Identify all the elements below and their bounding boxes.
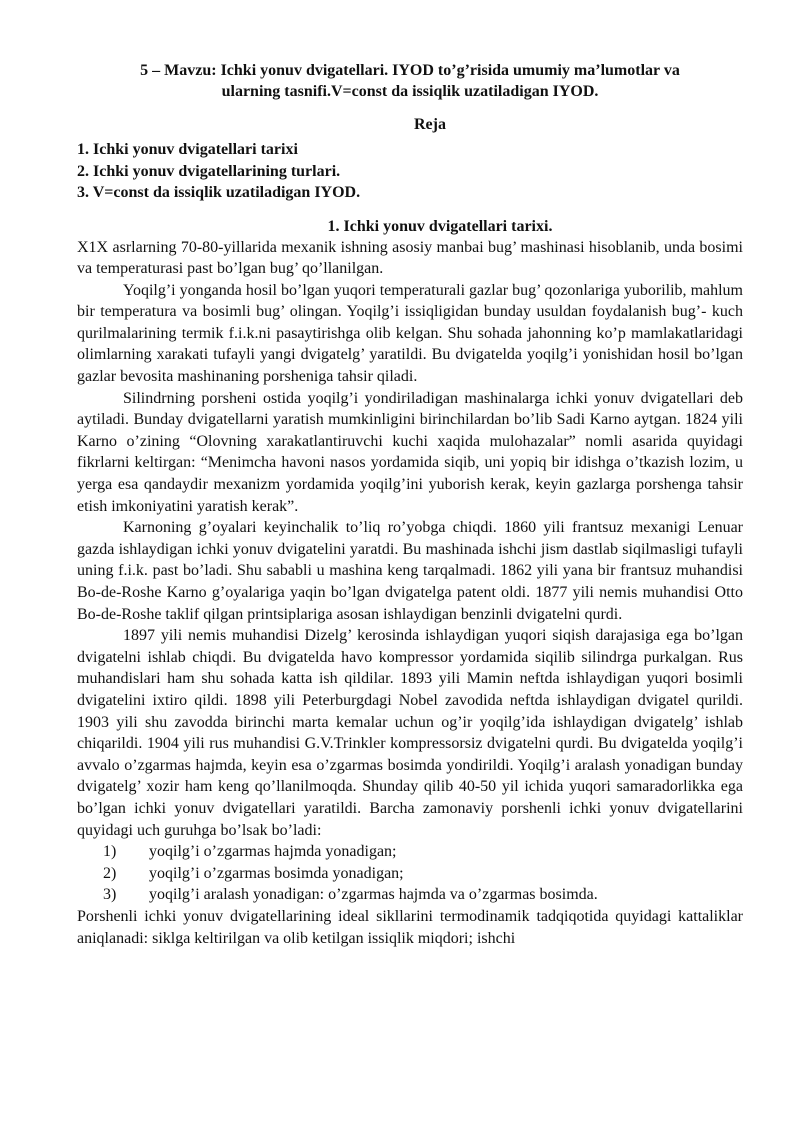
document-title bbox=[77, 60, 743, 102]
paragraph: Yoqilg’i yonganda hosil bo’lgan yuqori temperaturali gazlar bug’ qozonlariga yuborilib, mahlum bir temperatura va bosimli bug’ olingan. Yoqilg’i issiqligidan bunday usuldan foydalanish bug’- kuch qurilmalarining termik f.i.k.ni pasaytirishga olib kelgan. Shu sohada jahonning ko’p mamlakatlaridagi olimlarning xarakati tufayli yangi dvigatelg’ yaratildi. Bu dvigatelda yoqilg’i yonishidan hosil bo’lgan gazlar bevosita mashinaning porsheniga tahsir qiladi. bbox=[77, 281, 743, 386]
list-item bbox=[77, 841, 743, 863]
engine-groups-list bbox=[77, 841, 743, 906]
list-item-number: 3) bbox=[103, 886, 117, 904]
paragraph: Karnoning g’oyalari keyinchalik to’liq ro’yobga chiqdi. 1860 yili frantsuz mexanigi Lenuar gazda ishlaydigan ichki yonuv dvigatelini yaratdi. Bu mashinada ishchi jism dastlab siqilmasligi tufayli uning f.i.k. past bo’ladi. Shu sababli u mashina keng tarqalmadi. 1862 yili yana bir frantsuz muhandisi Bo-de-Roshe Karno g’oyalariga yaqin bo’lgan dvigatelga patent oldi. 1877 yili nemis muhandisi Otto Bo-de-Roshe taklif qilgan printsiplariga asosan ishlaydigan benzinli dvigatelni qurdi. bbox=[77, 519, 743, 623]
list-item bbox=[77, 884, 743, 906]
title-line-1: 5 – Mavzu: Ichki yonuv dvigatellari. IYOD to’g’risida umumiy ma’lumotlar va bbox=[140, 62, 680, 79]
plan-heading: Reja bbox=[414, 116, 446, 133]
list-item-text: yoqilg’i o’zgarmas bosimda yonadigan; bbox=[149, 864, 404, 882]
closing-paragraph: Porshenli ichki yonuv dvigatellarining ideal sikllarini termodinamik tadqiqotida quyidagi kattaliklar aniqlanadi: siklga keltirilgan va olib ketilgan issiqlik miqdori; ishchi bbox=[77, 907, 743, 947]
list-item-number: 1) bbox=[103, 843, 117, 861]
plan-item: 3. V=const da issiqlik uzatiladigan IYOD. bbox=[77, 184, 361, 201]
plan-item: 2. Ichki yonuv dvigatellarining turlari. bbox=[77, 162, 341, 180]
paragraph: Silindrning porsheni ostida yoqilg’i yondiriladigan mashinalarga ichki yonuv dvigatellari deb aytiladi. Bunday dvigatellarni yaratish mumkinligini birinchilardan bo’lib Sadi Karno aytgan. 1824 yili Karno o’zining “Olovning xarakatlantiruvchi kuchi xaqida mulohazalar” nomli asarida quyidagi fikrlarni keltirgan: “Menimcha havoni nasos yordamida siqib, uni yopiq bir idishga o’tkazish lozim, u yerga esa qandaydir mexanizm yordamida yoqilg’ini yuborish kerak, keyin gazlarga porshenga tahsir etish imkoniyatini yaratish kerak”. bbox=[77, 389, 743, 515]
section-heading: 1. Ichki yonuv dvigatellari tarixi. bbox=[327, 217, 553, 235]
list-item-text: yoqilg’i o’zgarmas hajmda yonadigan; bbox=[149, 843, 397, 861]
title-line-2: ularning tasnifi.V=const da issiqlik uzatiladigan IYOD. bbox=[221, 83, 599, 100]
plan-item: 1. Ichki yonuv dvigatellari tarixi bbox=[77, 141, 298, 158]
paragraph: X1X asrlarning 70-80-yillarida mexanik ishning asosiy manbai bug’ mashinasi hisoblanib, unda bosimi va temperaturasi past bo’lgan bug’ qo’llanilgan. bbox=[77, 238, 743, 278]
plan-list bbox=[77, 139, 743, 204]
list-item-text: yoqilg’i aralash yonadigan: o’zgarmas hajmda va o’zgarmas bosimda. bbox=[149, 886, 598, 904]
list-item bbox=[77, 863, 743, 885]
paragraph: 1897 yili nemis muhandisi Dizelg’ kerosinda ishlaydigan yuqori siqish darajasiga ega bo’lgan dvigatelni ishlab chiqdi. Bu dvigatelda havo kompressor yordamida siqilib silindrga purkalgan. Rus muhandislari ham shu sohada katta ish qildilar. 1893 yili Mamin neftda ishlaydigan yuqori bosimli dvigatelini ixtiro qildi. 1898 yili Peterburgdagi Nobel zavodida neftda ishlaydigan dvigatel qurildi. 1903 yili shu zavodda birinchi marta kemalar uchun og’ir yoqilg’ida ishlaydigan dvigatelg’ ishlab chiqarildi. 1904 yili rus muhandisi G.V.Trinkler kompressorsiz dvigatelni qurdi. Bu dvigatelda yoqilg’i avvalo o’zgarmas hajmda, keyin esa o’zgarmas bosimda yondirildi. Yoqilg’i aralash yonadigan bunday dvigatelg’ xozir ham keng qo’llanilmoqda. Shunday qilib 40-50 yil ichida yuqori samaradorlikka ega bo’lgan ichki yonuv dvigatellari yaratildi. Barcha zamonaviy porshenli ichki yonuv dvigatellarini quyidagi uch guruhga bo’lsak bo’ladi: bbox=[77, 627, 743, 839]
list-item-number: 2) bbox=[103, 864, 117, 882]
